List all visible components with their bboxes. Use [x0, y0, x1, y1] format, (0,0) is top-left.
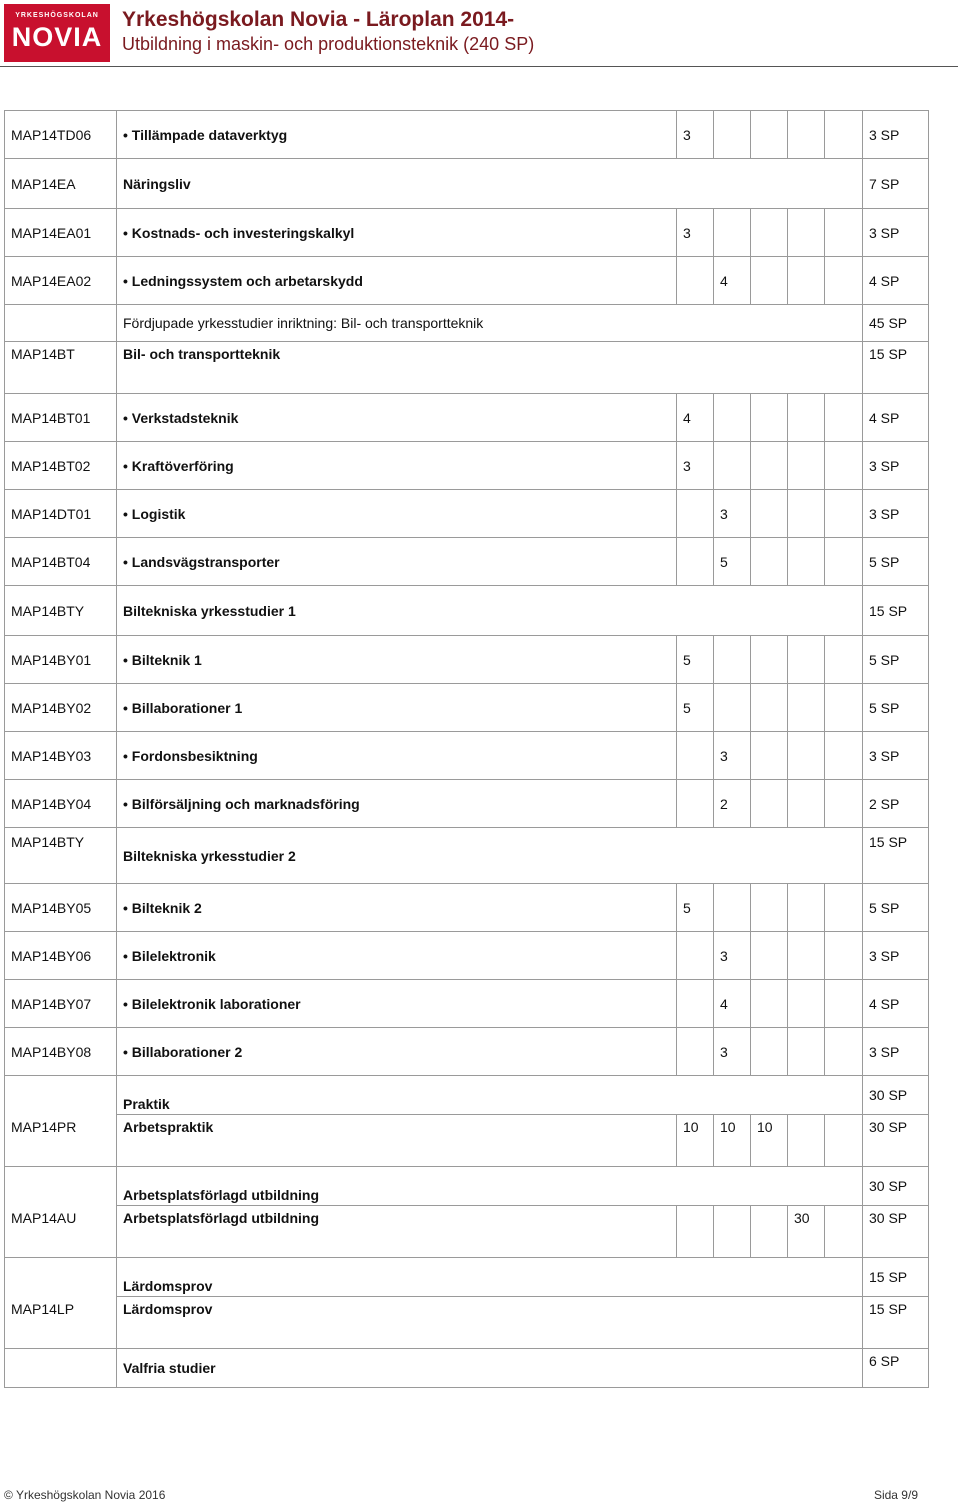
course-group-name: Arbetspraktik	[117, 1115, 677, 1167]
course-code: MAP14BT01	[5, 394, 117, 442]
section-title: Fördjupade yrkesstudier inriktning: Bil- och transportteknik	[117, 305, 863, 342]
section-credits: 30 SP	[863, 1167, 929, 1206]
course-group-name: Lärdomsprov	[117, 1297, 863, 1349]
course-name: • Logistik	[117, 490, 677, 538]
period-cell	[825, 538, 863, 586]
period-cell	[751, 980, 788, 1028]
credits-cell: 3 SP	[863, 111, 929, 159]
period-cell	[677, 490, 714, 538]
section-row	[5, 1076, 929, 1115]
course-name: • Bilförsäljning och marknadsföring	[117, 780, 677, 828]
period-cell: 3	[677, 442, 714, 490]
period-cell	[714, 209, 751, 257]
period-cell	[751, 442, 788, 490]
period-cell	[714, 442, 751, 490]
period-cell	[788, 636, 825, 684]
period-cell: 4	[714, 257, 751, 305]
period-cell	[825, 394, 863, 442]
section-row	[5, 305, 929, 342]
period-cell: 10	[677, 1115, 714, 1167]
table-row	[5, 932, 929, 980]
period-cell: 2	[714, 780, 751, 828]
table-row	[5, 1028, 929, 1076]
credits-cell: 5 SP	[863, 684, 929, 732]
section-title: Praktik	[117, 1076, 863, 1115]
period-cell	[751, 209, 788, 257]
empty-cell	[5, 1167, 117, 1206]
period-cell	[825, 209, 863, 257]
period-cell: 5	[677, 684, 714, 732]
period-cell: 4	[714, 980, 751, 1028]
period-cell	[751, 394, 788, 442]
period-cell: 3	[714, 932, 751, 980]
empty-cell	[5, 1076, 117, 1115]
table-row	[5, 342, 929, 394]
table-row	[5, 111, 929, 159]
course-name: • Billaborationer 2	[117, 1028, 677, 1076]
course-name: • Tillämpade dataverktyg	[117, 111, 677, 159]
logo-big-text: NOVIA	[11, 22, 103, 52]
credits-cell: 3 SP	[863, 490, 929, 538]
period-cell: 3	[714, 732, 751, 780]
footer-page-number: Sida 9/9	[873, 1488, 918, 1502]
table-row	[5, 209, 929, 257]
period-cell	[677, 1028, 714, 1076]
novia-logo	[4, 4, 110, 62]
period-cell	[751, 732, 788, 780]
course-code: MAP14BY05	[5, 884, 117, 932]
section-title: Lärdomsprov	[117, 1258, 863, 1297]
period-cell	[825, 111, 863, 159]
course-group-name: Biltekniska yrkesstudier 2	[117, 828, 863, 884]
course-name: • Bilelektronik	[117, 932, 677, 980]
period-cell	[677, 980, 714, 1028]
course-group-name: Arbetsplatsförlagd utbildning	[117, 1206, 677, 1258]
period-cell	[677, 732, 714, 780]
period-cell	[788, 884, 825, 932]
course-name: • Verkstadsteknik	[117, 394, 677, 442]
period-cell	[751, 490, 788, 538]
course-code: MAP14BY03	[5, 732, 117, 780]
credits-cell: 2 SP	[863, 780, 929, 828]
course-group-name: Bil- och transportteknik	[117, 342, 863, 394]
table-row	[5, 1115, 929, 1167]
period-cell	[788, 111, 825, 159]
table-row	[5, 442, 929, 490]
period-cell	[788, 980, 825, 1028]
period-cell: 3	[714, 1028, 751, 1076]
table-row	[5, 780, 929, 828]
section-row	[5, 1167, 929, 1206]
course-code: MAP14BT04	[5, 538, 117, 586]
period-cell	[714, 636, 751, 684]
course-code: MAP14BY08	[5, 1028, 117, 1076]
period-cell	[751, 1206, 788, 1258]
table-row	[5, 1206, 929, 1258]
course-code: MAP14EA01	[5, 209, 117, 257]
credits-cell: 4 SP	[863, 394, 929, 442]
course-name: • Kostnads- och investeringskalkyl	[117, 209, 677, 257]
section-title: Valfria studier	[117, 1349, 863, 1388]
period-cell	[714, 684, 751, 732]
period-cell	[788, 780, 825, 828]
page-title: Yrkeshögskolan Novia - Läroplan 2014-	[122, 8, 515, 31]
section-credits: 6 SP	[863, 1349, 929, 1388]
course-code: MAP14BY02	[5, 684, 117, 732]
credits-cell: 7 SP	[863, 159, 929, 209]
period-cell	[788, 932, 825, 980]
period-cell: 10	[751, 1115, 788, 1167]
course-code: MAP14BY04	[5, 780, 117, 828]
period-cell	[825, 1115, 863, 1167]
period-cell	[751, 1028, 788, 1076]
period-cell	[825, 636, 863, 684]
table-row	[5, 538, 929, 586]
period-cell	[751, 636, 788, 684]
course-name: • Bilteknik 1	[117, 636, 677, 684]
footer-copyright: © Yrkeshögskolan Novia 2016	[4, 1488, 166, 1502]
table-row	[5, 394, 929, 442]
course-code: MAP14BY06	[5, 932, 117, 980]
course-code: MAP14AU	[5, 1206, 117, 1258]
page-subtitle: Utbildning i maskin- och produktionsteknik (240 SP)	[122, 34, 535, 54]
period-cell	[677, 780, 714, 828]
credits-cell: 15 SP	[863, 586, 929, 636]
section-row	[5, 1349, 929, 1388]
period-cell	[677, 538, 714, 586]
period-cell	[714, 1206, 751, 1258]
period-cell	[677, 932, 714, 980]
period-cell	[825, 257, 863, 305]
section-credits: 15 SP	[863, 1258, 929, 1297]
course-code: MAP14BTY	[5, 586, 117, 636]
period-cell: 5	[677, 636, 714, 684]
course-code: MAP14BTY	[5, 828, 117, 884]
table-row	[5, 828, 929, 884]
period-cell	[788, 442, 825, 490]
period-cell	[825, 780, 863, 828]
course-name: • Landsvägstransporter	[117, 538, 677, 586]
period-cell	[825, 732, 863, 780]
table-row	[5, 684, 929, 732]
period-cell	[751, 257, 788, 305]
credits-cell: 5 SP	[863, 884, 929, 932]
credits-cell: 5 SP	[863, 538, 929, 586]
period-cell	[714, 884, 751, 932]
period-cell	[825, 1206, 863, 1258]
course-code: MAP14EA02	[5, 257, 117, 305]
period-cell	[788, 684, 825, 732]
period-cell: 30	[788, 1206, 825, 1258]
table-row	[5, 586, 929, 636]
curriculum-table	[4, 110, 929, 1388]
course-name: • Bilteknik 2	[117, 884, 677, 932]
period-cell	[751, 884, 788, 932]
credits-cell: 15 SP	[863, 342, 929, 394]
course-code: MAP14LP	[5, 1297, 117, 1349]
period-cell	[825, 684, 863, 732]
period-cell	[825, 932, 863, 980]
course-name: • Fordonsbesiktning	[117, 732, 677, 780]
section-row	[5, 1258, 929, 1297]
credits-cell: 3 SP	[863, 209, 929, 257]
period-cell	[751, 111, 788, 159]
period-cell: 3	[677, 111, 714, 159]
course-code: MAP14BT02	[5, 442, 117, 490]
credits-cell: 30 SP	[863, 1206, 929, 1258]
period-cell	[751, 780, 788, 828]
period-cell	[788, 1115, 825, 1167]
period-cell	[751, 538, 788, 586]
period-cell: 3	[677, 209, 714, 257]
period-cell	[714, 394, 751, 442]
course-code: MAP14DT01	[5, 490, 117, 538]
course-code: MAP14BY07	[5, 980, 117, 1028]
credits-cell: 4 SP	[863, 257, 929, 305]
period-cell	[788, 394, 825, 442]
credits-cell: 5 SP	[863, 636, 929, 684]
course-name: • Bilelektronik laborationer	[117, 980, 677, 1028]
credits-cell: 15 SP	[863, 1297, 929, 1349]
period-cell: 5	[677, 884, 714, 932]
period-cell	[825, 1028, 863, 1076]
header-divider	[0, 66, 958, 67]
credits-cell: 30 SP	[863, 1115, 929, 1167]
table-row	[5, 980, 929, 1028]
page-header	[0, 0, 960, 70]
period-cell	[825, 980, 863, 1028]
table-row	[5, 490, 929, 538]
period-cell	[714, 111, 751, 159]
course-name: • Billaborationer 1	[117, 684, 677, 732]
table-row	[5, 257, 929, 305]
period-cell	[788, 257, 825, 305]
period-cell: 5	[714, 538, 751, 586]
empty-cell	[5, 1349, 117, 1388]
table-row	[5, 1297, 929, 1349]
empty-cell	[5, 305, 117, 342]
period-cell	[788, 1028, 825, 1076]
table-row	[5, 636, 929, 684]
credits-cell: 15 SP	[863, 828, 929, 884]
period-cell	[825, 442, 863, 490]
period-cell	[788, 538, 825, 586]
section-credits: 30 SP	[863, 1076, 929, 1115]
table-row	[5, 884, 929, 932]
period-cell	[788, 490, 825, 538]
course-name: • Ledningssystem och arbetarskydd	[117, 257, 677, 305]
course-code: MAP14EA	[5, 159, 117, 209]
period-cell	[677, 1206, 714, 1258]
course-code: MAP14TD06	[5, 111, 117, 159]
credits-cell: 3 SP	[863, 442, 929, 490]
period-cell	[825, 884, 863, 932]
period-cell	[751, 932, 788, 980]
course-code: MAP14PR	[5, 1115, 117, 1167]
period-cell	[825, 490, 863, 538]
credits-cell: 3 SP	[863, 932, 929, 980]
course-name: • Kraftöverföring	[117, 442, 677, 490]
period-cell	[788, 732, 825, 780]
credits-cell: 3 SP	[863, 732, 929, 780]
table-row	[5, 732, 929, 780]
period-cell	[751, 684, 788, 732]
course-group-name: Biltekniska yrkesstudier 1	[117, 586, 863, 636]
period-cell	[788, 209, 825, 257]
course-code: MAP14BY01	[5, 636, 117, 684]
section-credits: 45 SP	[863, 305, 929, 342]
credits-cell: 4 SP	[863, 980, 929, 1028]
course-code: MAP14BT	[5, 342, 117, 394]
section-title: Arbetsplatsförlagd utbildning	[117, 1167, 863, 1206]
logo-small-text: YRKESHÖGSKOLAN	[15, 12, 99, 19]
course-group-name: Näringsliv	[117, 159, 863, 209]
period-cell: 10	[714, 1115, 751, 1167]
credits-cell: 3 SP	[863, 1028, 929, 1076]
period-cell	[677, 257, 714, 305]
period-cell: 4	[677, 394, 714, 442]
empty-cell	[5, 1258, 117, 1297]
period-cell: 3	[714, 490, 751, 538]
table-row	[5, 159, 929, 209]
